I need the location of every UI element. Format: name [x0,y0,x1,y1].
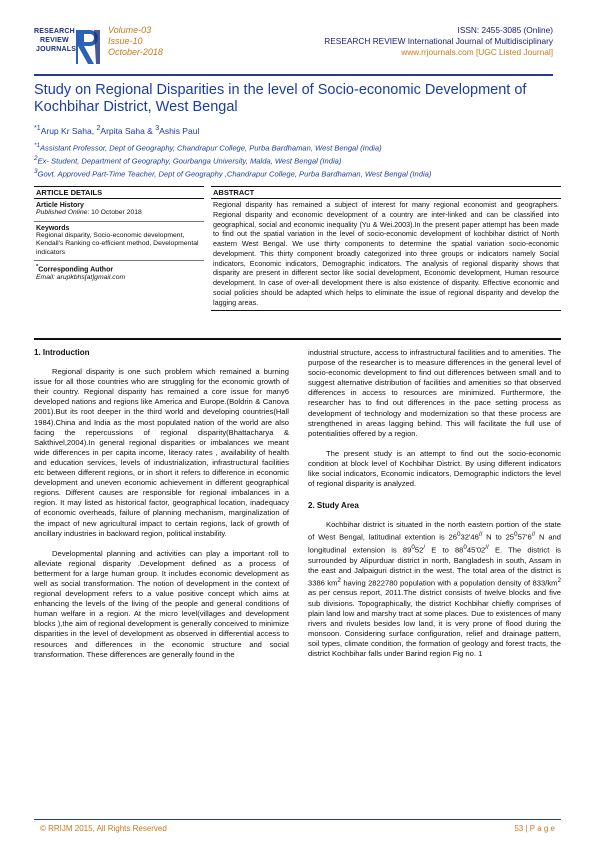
journal-name: RESEARCH REVIEW International Journal of Multidisciplinary [324,36,553,46]
page-number: 53 | P a g e [514,824,555,833]
affiliation-1: $^{*1}$Assistant Professor, Dept of Geography, Chandrapur College, Purba Bardhaman, West Bengal (India) [34,142,382,153]
section-heading-study-area: 2. Study Area [308,501,359,511]
affiliation-2: $^2$Ex- Student, Department of Geography, Gourbanga University, Malda, West Bengal (India) [34,155,342,166]
intro-paragraph-2-continued: industrial structure, access to infrastructural facilities and to amenities. The purpose of the researcher is to measure differences in the general level of socio-economic development to find out differences between small and to suggest alternative distribution of facilities and amenities so that observed differences in access to resources are minimized. Furthermore, the researcher has to find out differences in the pace setting process as development of technology and modernization so that these process are strengthened in areas lagging behind. This will facilitate the full use of potentialities offered by a region. [308,348,561,438]
journal-info [324,25,553,58]
article-box-divider [34,338,561,340]
article-history [34,199,204,222]
keywords: Regional disparity, Socio-economic development, Kendall's Ranking co-efficient method, Developmental indicators [36,231,199,256]
volume-info [108,25,163,58]
paper-title: Study on Regional Disparities in the level of Socio-economic Development of Kochbihar District, West Bengal [34,82,527,115]
rr-logo-mark-icon [72,26,102,68]
logo-line-1: RESEARCH [34,28,75,35]
keywords-block [34,222,204,262]
published-online: Published Online: 10 October 2018 [36,209,142,216]
abstract-box [211,186,561,311]
left-column [34,348,289,660]
article-history-heading: Article History [36,202,84,209]
header-divider [34,74,553,76]
abstract-heading: ABSTRACT [211,186,561,199]
issue-date: October-2018 [108,47,163,57]
logo-line-2: REVIEW [40,37,69,44]
corresponding-author [34,261,204,285]
article-details [34,186,204,285]
intro-paragraph-3: The present study is an attempt to find out the socio-economic condition at block level of Kochbihar District. By using different indicators like social indicators, Economic indicators, Demographic indictors the level of regional disparity is analyzed. [308,448,561,489]
logo-line-3: JOURNALS [36,46,77,53]
keywords-heading: Keywords [36,224,70,232]
author-email: Email: arupkbhs[at]gmail.com [36,273,126,281]
volume: Volume-03 [108,25,152,35]
section-heading-introduction: 1. Introduction [34,348,90,357]
abstract-text: Regional disparity has remained a subject of interest for many regional economist and geographers. Regional disparity and economic development of a country are inter-linked and can be classified into geographical, social and economic inequality (Yu & Wei.2003).In the present paper attempt has been made to find out the spatial variation in the level of socio-economic development of kochbihar district of North eastern West Bengal. We use thirty components to determine the spatial variation socio-economic development. This thirty component broadly categorized into three groups or indicators namely Social indicators, Economic indicators, Demographic indicators. The analysis of regional disparity shows that disparity are present in different sector like social development, Economic development, Human resource development. In case of over-all development there is also existence of disparity. Effective economic and social policies should be adapted which helps to eliminate the issue of regional disparity and develop the lagging areas. [211,199,561,311]
footer-divider [34,819,561,820]
issue: Issue-10 [108,36,143,46]
authors: $^{*1}$Arup Kr Saha, $^2$Arpita Saha & $^3$Ashis Paul [34,124,200,136]
intro-paragraph-2: Developmental planning and activities can play a important roll to alleviate regional disparity .Development defined as a process of betterment for a large human group. It includes economic development as well as social transformation. The notion of development in the context of regional development refers to a value positive concept which aims at enhancing the levels of the living of the people and general conditions of human welfare in a region. At the micro level(villages and development blocks ),the aim of regional development is generally conceived to minimize disparities in the level of development as observed in differential access to resources and differences in the economic structure and social transformation. These differences are generally found in the [34,548,289,659]
journal-website-link[interactable]: www.rrjournals.com [UGC Listed Journal] [401,47,553,57]
study-area-paragraph: Kochbihar district is situated in the north eastern portion of the state of West Bengal, latitudinal extention is $26^032'46^{//}$ N to $25^057'6^{//}$ N and longitudinal extension is $89^052^/$ E to $88^045'02^{//}$ E. The district is surrounded by Alipurduar district in north, Bangladesh in south, Assam in the east and Jalpaiguri district in the west. The total area of the district is 3386 $km^2$ having 2822780 population with a population density of $833/km^2$ as per census report, 2011.The district consists of twelve blocks and five sub divisions. Topographically, the district Kochbihar chiefly comprises of plain land low and marshy tract at some places. Due to existences of many rivers and rivulets besides low land, it is very prone of flood during the monsoon. Considering surface configuration, relief and drainage pattern, soil types, climate condition, the formation of geology and forest tracts, the district Kochbihar falls under Barind region Fig no. 1 [308,520,562,659]
article-details-heading: ARTICLE DETAILS [34,186,204,199]
issn: ISSN: 2455-3085 (Online) [457,25,553,35]
affiliation-3: $^3$Govt. Approved Part-Time Teacher, Dept of Geography ,Chandrapur College, Purba Bardhaman, West Bengal (India) [34,168,432,179]
journal-logo [34,26,104,70]
right-column [308,348,561,669]
affiliations [34,141,431,180]
intro-paragraph-1: Regional disparity is one such problem which remained a burning issue for all those countries who are struggling for the economic growth of their country. Regional disparity has remained a core issue for many6 developed nations and regions like America and Europe.(Boldrin & Canova 2001).But its root deeper in the third world and developing countries(Hall 1984).China and India as the most populated nation of the world are also facing the repercussions of regional disparity(Bhattacharya & Sakthivel,2004).In general regional disparities or imbalances we meant wide differences in per capita income, literacy rates , availability of health and education services, levels of industrialization, infrastructural facilities etc between different regions, or in short it refers to difference in economic development and uneven economic achievement in different geographical regions. Different causes are responsible for regional imbalances in a region. It may listed as historical factor, geographical location, inadequacy of economic overheads, failure of planning mechanism, marginalization of the impact of new agricultural impact to certain regions, lack of growth of ancillary industries in backward region, political instability. [34,367,289,538]
corresponding-author-heading: *Corresponding Author [36,264,114,274]
copyright: © RRIJM 2015, All Rights Reserved [40,824,167,833]
